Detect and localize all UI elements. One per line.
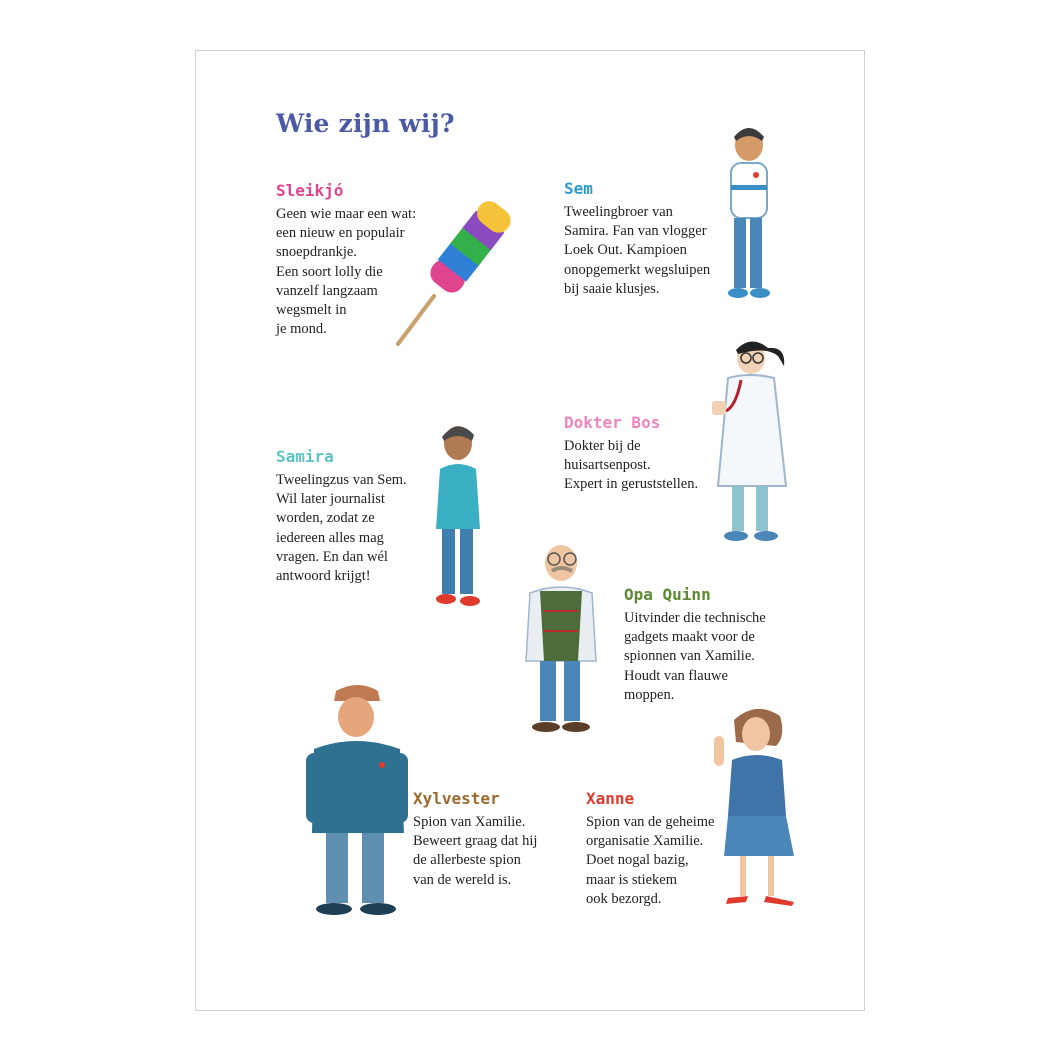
character-xanne <box>586 789 714 909</box>
character-name: Sleikjó <box>276 181 344 200</box>
character-description <box>276 471 407 586</box>
description-line: onopgemerkt wegsluipen <box>564 261 711 278</box>
description-line: Samira. Fan van vlogger <box>564 223 707 240</box>
description-line: je mond. <box>276 321 327 338</box>
character-name: Opa Quinn <box>624 585 711 604</box>
character-name: Dokter Bos <box>564 413 661 432</box>
description-line: Uitvinder die technische <box>624 610 766 626</box>
character-description <box>564 437 698 495</box>
description-line: huisartsenpost. <box>564 457 651 474</box>
description-line: Geen wie maar een wat: <box>276 206 417 222</box>
description-line: gadgets maakt voor de <box>624 629 755 646</box>
boy-figure-icon <box>716 123 781 313</box>
character-name: Sem <box>564 179 593 198</box>
description-line: Een soort lolly die <box>276 263 383 280</box>
description-line: Expert in geruststellen. <box>564 476 699 493</box>
description-line: Doet nogal bazig, <box>586 852 689 869</box>
character-name: Xanne <box>586 789 635 808</box>
description-line: ook bezorgd. <box>586 890 662 907</box>
description-line: Spion van Xamilie. <box>413 814 526 830</box>
description-line: maar is stiekem <box>586 871 678 888</box>
character-description <box>624 609 766 705</box>
description-line: Houdt van flauwe <box>624 667 728 684</box>
girl-figure-icon <box>426 419 491 614</box>
description-line: Spion van de geheime <box>586 814 715 830</box>
character-description <box>586 813 714 909</box>
description-line: een nieuw en populair <box>276 225 405 242</box>
spy-man-figure-icon <box>296 683 421 923</box>
character-dokter-bos <box>564 413 698 495</box>
grandpa-figure-icon <box>516 541 606 741</box>
description-line: spionnen van Xamilie. <box>624 648 755 665</box>
description-line: moppen. <box>624 686 675 703</box>
character-opa-quinn <box>624 585 766 705</box>
description-line: Loek Out. Kampioen <box>564 242 687 259</box>
description-line: de allerbeste spion <box>413 852 521 869</box>
character-description <box>413 813 537 890</box>
character-sem <box>564 179 710 299</box>
description-line: vragen. En dan wél <box>276 548 388 565</box>
description-line: van de wereld is. <box>413 871 512 888</box>
page-title: Wie zijn wij? <box>276 109 455 138</box>
doctor-figure-icon <box>706 336 801 551</box>
character-name: Samira <box>276 447 334 466</box>
character-xylvester <box>413 789 537 890</box>
description-line: antwoord krijgt! <box>276 568 371 585</box>
description-line: vanzelf langzaam <box>276 282 378 299</box>
character-description <box>564 203 710 299</box>
description-line: bij saaie klusjes. <box>564 280 660 297</box>
book-page <box>195 50 865 1011</box>
description-line: iedereen alles mag <box>276 529 384 546</box>
description-line: Wil later journalist <box>276 491 385 508</box>
description-line: snoepdrankje. <box>276 244 357 261</box>
description-line: Beweert graag dat hij <box>413 833 538 850</box>
spy-woman-figure-icon <box>706 706 826 911</box>
character-samira <box>276 447 407 586</box>
description-line: Dokter bij de <box>564 438 641 454</box>
description-line: Tweelingbroer van <box>564 204 673 220</box>
description-line: organisatie Xamilie. <box>586 833 704 850</box>
character-name: Xylvester <box>413 789 500 808</box>
description-line: Tweelingzus van Sem. <box>276 472 407 488</box>
rainbow-lollipop-icon <box>386 196 526 351</box>
description-line: wegsmelt in <box>276 302 347 319</box>
description-line: worden, zodat ze <box>276 510 375 527</box>
